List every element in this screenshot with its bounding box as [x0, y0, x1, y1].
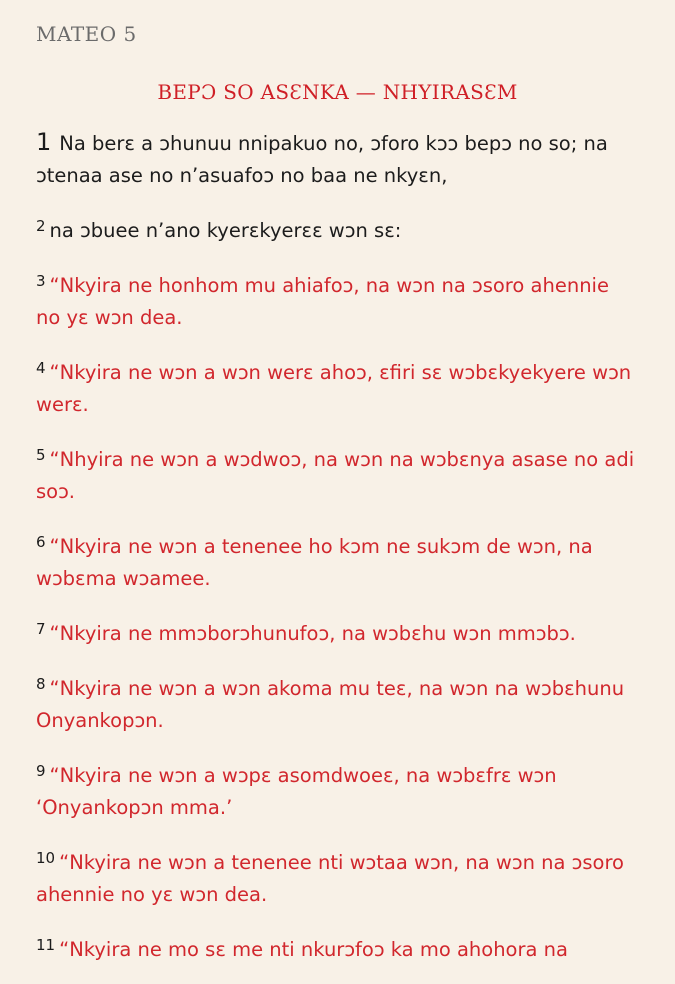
verse-text: “Nkyira ne wɔn a wɔn werɛ ahoɔ, ɛfiri sɛ wɔbɛkyekyere wɔn werɛ.	[36, 361, 632, 416]
verse-number: 3	[36, 272, 46, 290]
verse-11[interactable]	[36, 929, 636, 966]
verse-list	[36, 126, 636, 984]
verse-number: 10	[36, 849, 56, 867]
verse-5[interactable]	[36, 439, 636, 508]
verse-1[interactable]	[36, 126, 636, 192]
verse-number: 4	[36, 359, 46, 377]
verse-text: na ɔbuee n’ano kyerɛkyerɛɛ wɔn sɛ:	[49, 219, 402, 242]
verse-text: “Nkyira ne mmɔborɔhunufoɔ, na wɔbɛhu wɔn mmɔbɔ.	[49, 622, 576, 645]
verse-text: Na berɛ a ɔhunuu nnipakuo no, ɔforo kɔɔ bepɔ no so; na ɔtenaa ase no n’asuafoɔ no baa ne nkyɛn,	[36, 132, 608, 187]
verse-2[interactable]	[36, 210, 636, 247]
verse-7[interactable]	[36, 613, 636, 650]
verse-number: 6	[36, 533, 46, 551]
verse-4[interactable]	[36, 352, 636, 421]
section-heading: BEPƆ SO ASƐNKA — NHYIRASƐM	[157, 80, 518, 104]
verse-text: “Nkyira ne wɔn a wɔn akoma mu teɛ, na wɔn na wɔbɛhunu Onyankopɔn.	[36, 677, 625, 732]
verse-number: 2	[36, 217, 46, 235]
verse-6[interactable]	[36, 526, 636, 595]
verse-3[interactable]	[36, 265, 636, 334]
verse-number: 8	[36, 675, 46, 693]
verse-number: 11	[36, 936, 56, 954]
verse-number: 7	[36, 620, 46, 638]
verse-number: 1	[36, 128, 52, 156]
verse-text: “Nkyira ne wɔn a tenenee nti wɔtaa wɔn, na wɔn na ɔsoro ahennie no yɛ wɔn dea.	[36, 851, 624, 906]
verse-number: 9	[36, 762, 46, 780]
verse-8[interactable]	[36, 668, 636, 737]
verse-number: 5	[36, 446, 46, 464]
verse-text: “Nkyira ne honhom mu ahiafoɔ, na wɔn na ɔsoro ahennie no yɛ wɔn dea.	[36, 274, 609, 329]
verse-9[interactable]	[36, 755, 636, 824]
verse-text: “Nhyira ne wɔn a wɔdwoɔ, na wɔn na wɔbɛnya asase no adi soɔ.	[36, 448, 635, 503]
verse-10[interactable]	[36, 842, 636, 911]
verse-text: “Nkyira ne wɔn a tenenee ho kɔm ne sukɔm de wɔn, na wɔbɛma wɔamee.	[36, 535, 593, 590]
verse-text: “Nkyira ne wɔn a wɔpɛ asomdwoeɛ, na wɔbɛfrɛ wɔn ‘Onyankopɔn mma.’	[36, 764, 557, 819]
verse-text: “Nkyira ne mo sɛ me nti nkurɔfoɔ ka mo ahohora na	[59, 938, 568, 961]
book-chapter-header[interactable]: MATEO 5	[36, 22, 137, 46]
